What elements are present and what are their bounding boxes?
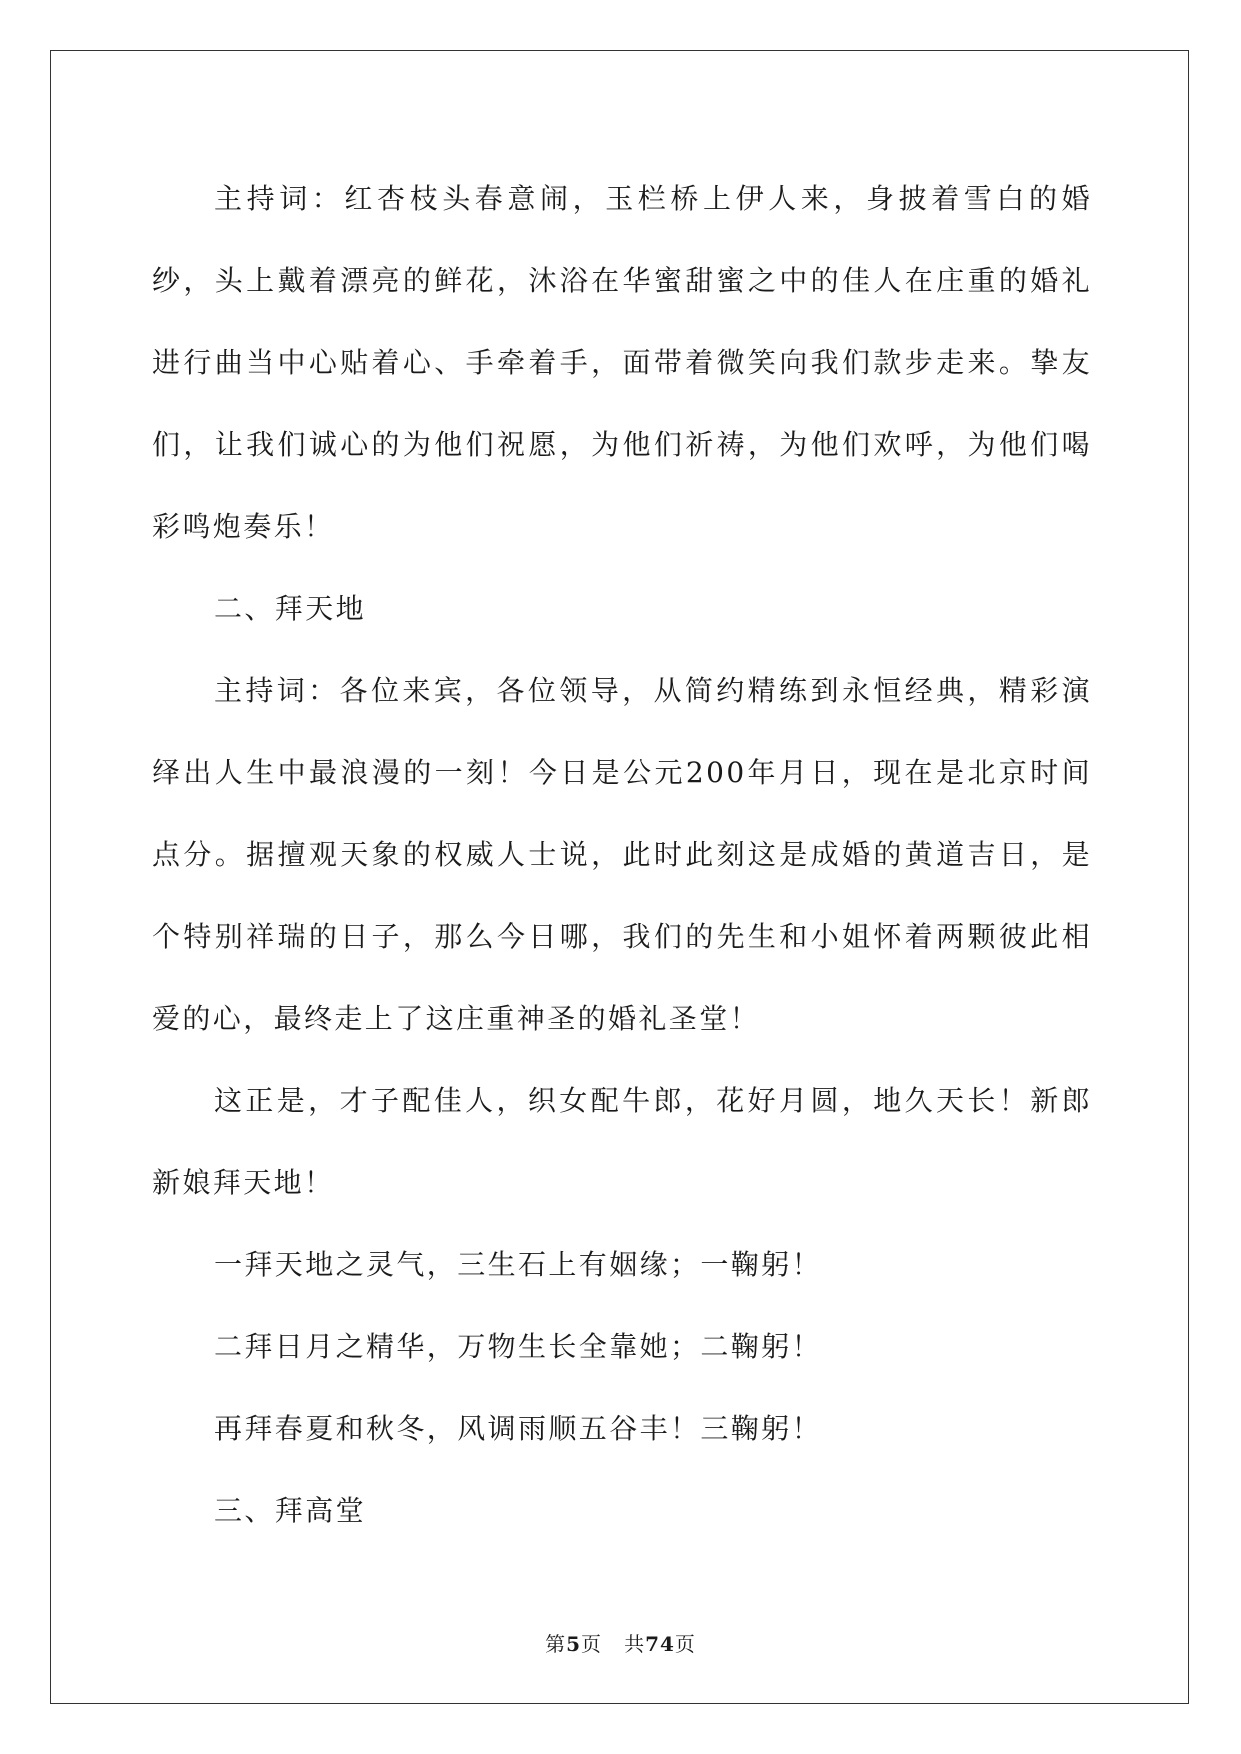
paragraph-first-bow: 一拜天地之灵气，三生石上有姻缘；一鞠躬！ [214, 1248, 823, 1281]
footer-page-suffix: 页 [581, 1632, 602, 1656]
paragraph-host-speech-guests: 主持词：各位来宾，各位领导，从简约精练到永恒经典，精彩演绎出人生中最浪漫的一刻！今日是公元200年月日，现在是北京时间点分。据擅观天象的权威人士说，此时此刻这是成婚的黄道吉日，是个特别祥瑞的日子，那么今日哪，我们的先生和小姐怀着两颗彼此相爱的心，最终走上了这庄重神圣的婚礼圣堂！ [152, 674, 1092, 1035]
document-body [152, 158, 1092, 1552]
footer-total-suffix: 页 [674, 1632, 696, 1656]
paragraph-second-bow: 二拜日月之精华，万物生长全靠她；二鞠躬！ [214, 1330, 823, 1363]
section-heading-bow-parents: 三、拜高堂 [214, 1494, 367, 1527]
footer-prefix: 第 [545, 1632, 567, 1656]
paragraph-third-bow: 再拜春夏和秋冬，风调雨顺五谷丰！三鞠躬！ [214, 1412, 823, 1445]
paragraph-host-speech-bride-entrance: 主持词：红杏枝头春意闹，玉栏桥上伊人来，身披着雪白的婚纱，头上戴着漂亮的鲜花，沐浴在华蜜甜蜜之中的佳人在庄重的婚礼进行曲当中心贴着心、手牵着手，面带着微笑向我们款步走来。挚友们，让我们诚心的为他们祝愿，为他们祈祷，为他们欢呼，为他们喝彩鸣炮奏乐！ [152, 182, 1092, 543]
section-heading-bow-heaven-earth: 二、拜天地 [214, 592, 367, 625]
footer-total-pages: 74 [645, 1632, 675, 1656]
footer-page-number: 5 [566, 1632, 581, 1656]
paragraph-talent-beauty: 这正是，才子配佳人，织女配牛郎，花好月圆，地久天长！新郎新娘拜天地！ [152, 1084, 1092, 1199]
page-footer [0, 1628, 1241, 1657]
footer-total-prefix: 共 [624, 1632, 646, 1656]
